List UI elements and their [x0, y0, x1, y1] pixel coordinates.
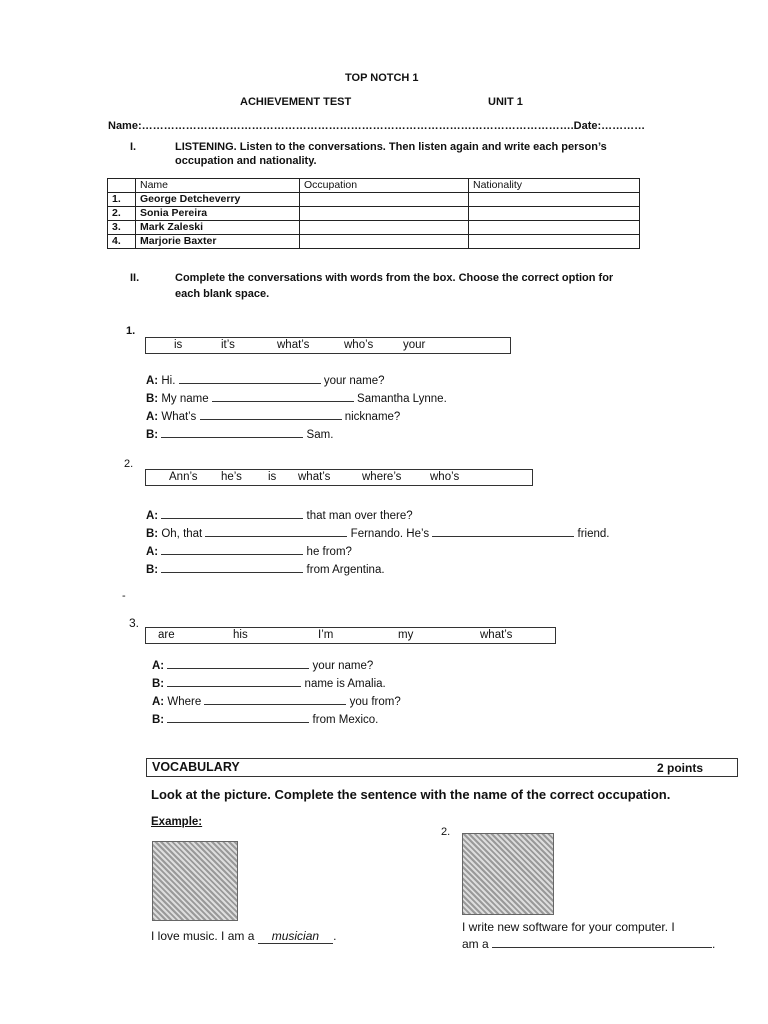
conv1-line4: B: Sam. — [146, 426, 333, 441]
occupation-cell[interactable] — [300, 221, 469, 235]
word: who’s — [344, 339, 374, 351]
section2-number: II. — [130, 272, 140, 284]
conv1-line2: B: My name Samantha Lynne. — [146, 390, 447, 405]
person-name: Mark Zaleski — [136, 221, 300, 235]
table-row — [108, 235, 640, 249]
conv3-line3: A: Where you from? — [152, 693, 401, 708]
question2-line1: I write new software for your computer. I — [462, 920, 675, 934]
row-number: 4. — [108, 235, 136, 249]
word: what’s — [480, 629, 513, 641]
blank[interactable] — [167, 675, 301, 687]
listening-table — [107, 178, 640, 249]
row-number: 3. — [108, 221, 136, 235]
conv2-line1: A: that man over there? — [146, 507, 413, 522]
answer-blank[interactable] — [492, 936, 712, 948]
doc-title: TOP NOTCH 1 — [345, 72, 419, 84]
word: your — [403, 339, 426, 351]
conv2-line3: A: he from? — [146, 543, 352, 558]
conv1-number: 1. — [126, 325, 136, 337]
programmer-image — [462, 833, 554, 915]
blank[interactable] — [212, 390, 354, 402]
occupation-cell[interactable] — [300, 207, 469, 221]
section2-instruction-2: each blank space. — [175, 288, 270, 300]
word: are — [158, 629, 175, 641]
vocabulary-header — [146, 758, 738, 777]
word: I’m — [318, 629, 334, 641]
blank[interactable] — [161, 426, 303, 438]
occupation-cell[interactable] — [300, 235, 469, 249]
blank[interactable] — [161, 561, 303, 573]
word: what’s — [277, 339, 310, 351]
blank[interactable] — [200, 408, 342, 420]
test-title: ACHIEVEMENT TEST — [240, 96, 352, 108]
blank[interactable] — [205, 525, 347, 537]
occupation-cell[interactable] — [300, 193, 469, 207]
conv3-line1: A: your name? — [152, 657, 373, 672]
conv2-word-box — [145, 469, 533, 486]
nationality-cell[interactable] — [469, 221, 640, 235]
unit-label: UNIT 1 — [488, 96, 523, 108]
conv2-line4: B: from Argentina. — [146, 561, 385, 576]
row-number: 1. — [108, 193, 136, 207]
question2-line2: am a . — [462, 937, 716, 951]
blank[interactable] — [167, 657, 309, 669]
col-nationality: Nationality — [469, 179, 640, 193]
word: Ann’s — [169, 471, 198, 483]
conv3-line4: B: from Mexico. — [152, 711, 378, 726]
col-name: Name — [136, 179, 300, 193]
vocabulary-title: VOCABULARY — [152, 760, 240, 774]
word: is — [268, 471, 277, 483]
word: where’s — [362, 471, 402, 483]
blank[interactable] — [167, 711, 309, 723]
question2-number: 2. — [441, 826, 451, 838]
table-row — [108, 221, 640, 235]
nationality-cell[interactable] — [469, 207, 640, 221]
table-row — [108, 207, 640, 221]
conv3-number: 3. — [129, 616, 140, 630]
word: what’s — [298, 471, 331, 483]
person-name: Marjorie Baxter — [136, 235, 300, 249]
blank[interactable] — [161, 507, 303, 519]
musician-image — [152, 841, 238, 921]
example-label: Example: — [151, 816, 203, 828]
conv3-line2: B: name is Amalia. — [152, 675, 386, 690]
name-date-line: Name:……………………………………………………………………………………………………….Date:………… — [108, 120, 646, 132]
table-row — [108, 193, 640, 207]
stray-mark: - — [122, 590, 126, 602]
conv1-line3: A: What’s nickname? — [146, 408, 400, 423]
word: it’s — [221, 339, 235, 351]
section2-instruction: Complete the conversations with words from the box. Choose the correct option for — [175, 272, 614, 284]
nationality-cell[interactable] — [469, 235, 640, 249]
blank[interactable] — [204, 693, 346, 705]
word: who’s — [430, 471, 460, 483]
word: is — [174, 339, 183, 351]
example-answer: musician — [258, 929, 333, 944]
conv1-word-box — [145, 337, 511, 354]
conv2-number: 2. — [124, 458, 134, 470]
blank[interactable] — [161, 543, 303, 555]
section1-number: I. — [130, 141, 137, 153]
conv3-word-box — [145, 627, 556, 644]
section1-instruction-2: occupation and nationality. — [175, 155, 317, 167]
table-header-row — [108, 179, 640, 193]
blank[interactable] — [432, 525, 574, 537]
person-name: Sonia Pereira — [136, 207, 300, 221]
section1-instruction: LISTENING. Listen to the conversations. Then listen again and write each person’s — [175, 141, 607, 153]
vocabulary-instruction: Look at the picture. Complete the sentence with the name of the correct occupation. — [151, 787, 671, 802]
nationality-cell[interactable] — [469, 193, 640, 207]
blank[interactable] — [179, 372, 321, 384]
col-occupation: Occupation — [300, 179, 469, 193]
word: he’s — [221, 471, 242, 483]
conv1-line1: A: Hi. your name? — [146, 372, 385, 387]
row-number: 2. — [108, 207, 136, 221]
conv2-line2: B: Oh, that Fernando. He’s friend. — [146, 525, 609, 540]
word: his — [233, 629, 248, 641]
example-sentence: I love music. I am a musician . — [151, 929, 337, 943]
word: my — [398, 629, 414, 641]
person-name: George Detcheverry — [136, 193, 300, 207]
vocabulary-points: 2 points — [656, 761, 703, 775]
